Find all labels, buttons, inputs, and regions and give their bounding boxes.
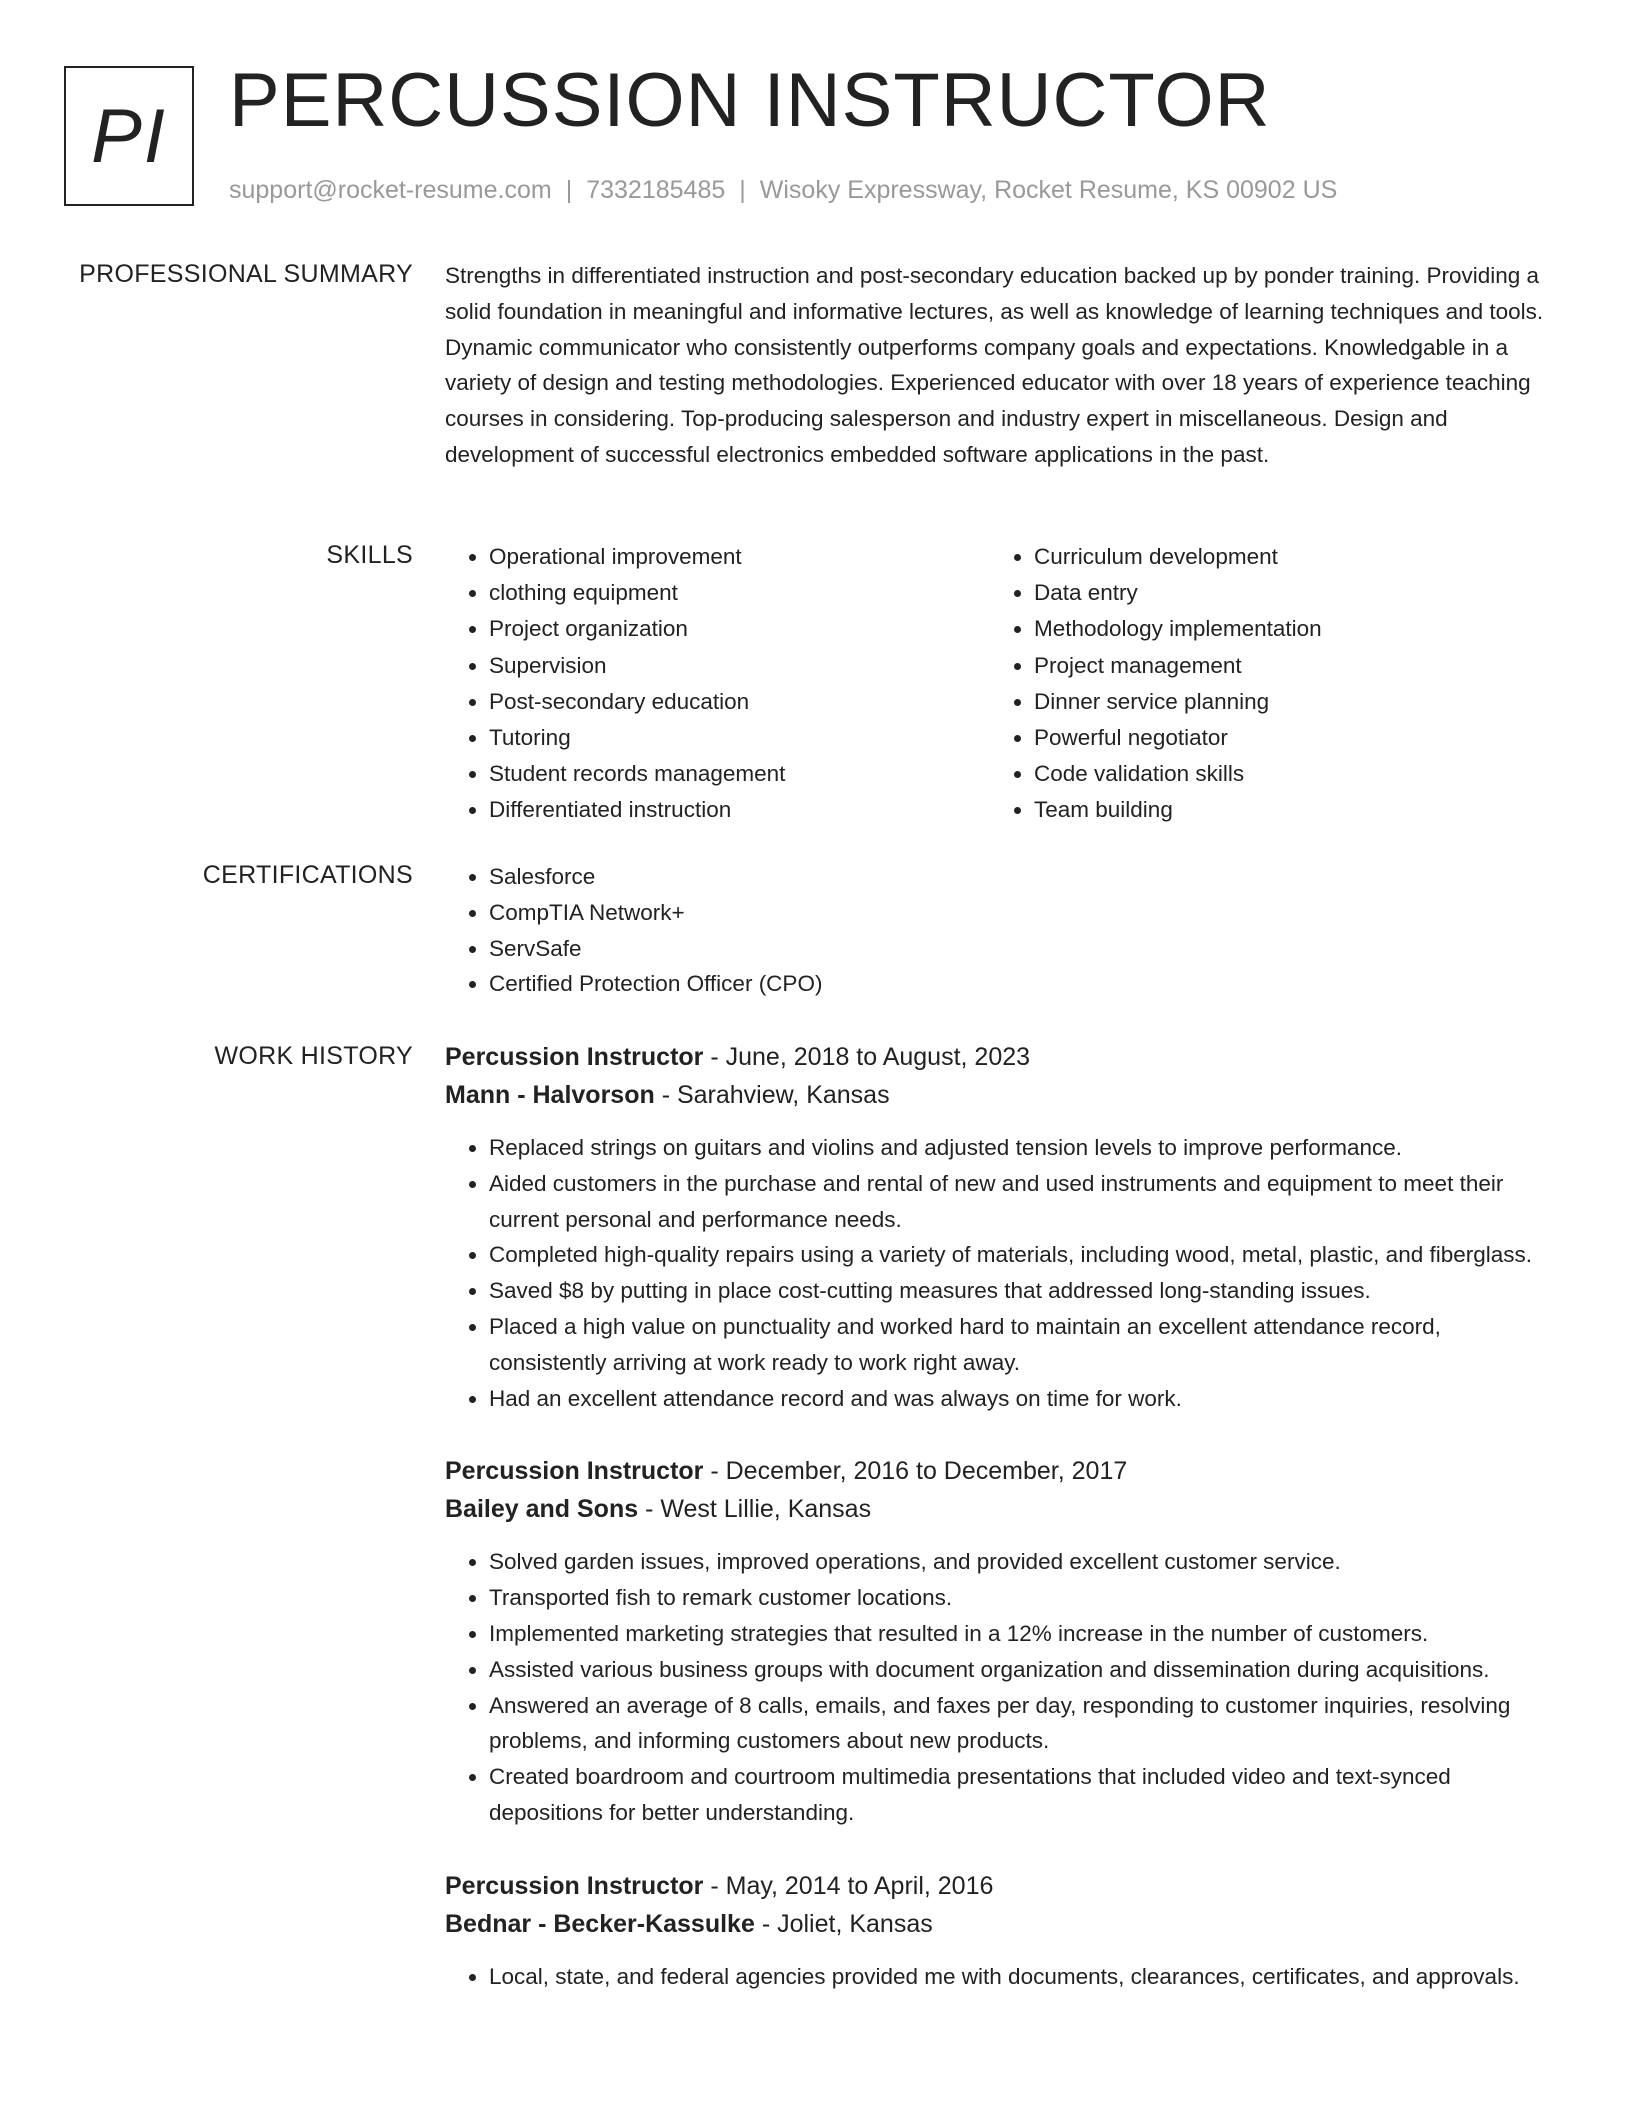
job-dates: - December, 2016 to December, 2017: [703, 1457, 1128, 1486]
job-entry: [445, 1867, 1555, 1995]
skill-item: • Data entry: [1034, 575, 1530, 611]
job-duty-item: • Placed a high value on punctuality and worked hard to maintain an excellent attendance record, consistently arriving at work ready to work right away.: [489, 1309, 1555, 1381]
job-title-line: [445, 1452, 1555, 1490]
skill-item: • Code validation skills: [1034, 756, 1530, 792]
skill-item: • Dinner service planning: [1034, 684, 1530, 720]
certification-item: • ServSafe: [489, 931, 1555, 967]
certification-item: • Certified Protection Officer (CPO): [489, 966, 1555, 1002]
job-duty-item: • Replaced strings on guitars and violins and adjusted tension levels to improve performance.: [489, 1130, 1555, 1166]
candidate-name: PERCUSSION INSTRUCTOR: [229, 58, 1271, 143]
job-duties-list: [445, 1959, 1555, 1995]
job-location: - Sarahview, Kansas: [654, 1081, 890, 1109]
skill-item: • Operational improvement: [489, 539, 985, 575]
job-duty-item: • Answered an average of 8 calls, emails, and faxes per day, responding to customer inquiries, resolving problems, and informing customers about new products.: [489, 1688, 1555, 1760]
job-title-line: [445, 1038, 1555, 1076]
skill-item: • Project management: [1034, 648, 1530, 684]
job-duty-item: • Completed high-quality repairs using a variety of materials, including wood, metal, plastic, and fiberglass.: [489, 1237, 1555, 1273]
job-duty-item: • Solved garden issues, improved operations, and provided excellent customer service.: [489, 1544, 1555, 1580]
job-company: Bednar - Becker-Kassulke: [445, 1909, 755, 1938]
job-company-line: [445, 1490, 1555, 1528]
contact-address: Wisoky Expressway, Rocket Resume, KS 00902 US: [759, 176, 1338, 204]
skill-item: • Methodology implementation: [1034, 611, 1530, 647]
skill-item: • Powerful negotiator: [1034, 720, 1530, 756]
contact-phone[interactable]: 7332185485: [586, 176, 726, 204]
job-company: Mann - Halvorson: [445, 1081, 655, 1109]
skills-column-right: [990, 539, 1530, 829]
job-duty-item: • Created boardroom and courtroom multimedia presentations that included video and text-synced depositions for better understanding.: [489, 1759, 1555, 1831]
job-company: Bailey and Sons: [445, 1495, 639, 1524]
skill-item: • Project organization: [489, 611, 985, 647]
certification-item: • CompTIA Network+: [489, 895, 1555, 931]
job-duty-item: • Aided customers in the purchase and rental of new and used instruments and equipment to meet their current personal and performance needs.: [489, 1166, 1555, 1238]
skill-item: • Tutoring: [489, 720, 985, 756]
job-duties-list: [445, 1130, 1555, 1416]
contact-email[interactable]: support@rocket-resume.com: [229, 176, 552, 204]
job-duty-item: • Transported fish to remark customer locations.: [489, 1580, 1555, 1616]
job-duty-item: • Implemented marketing strategies that resulted in a 12% increase in the number of customers.: [489, 1616, 1555, 1652]
job-location: - West Lillie, Kansas: [638, 1495, 872, 1524]
skills-column-left: [445, 539, 985, 829]
skill-item: • clothing equipment: [489, 575, 985, 611]
skill-item: • Supervision: [489, 648, 985, 684]
job-title-line: [445, 1867, 1555, 1905]
job-duty-item: • Had an excellent attendance record and was always on time for work.: [489, 1381, 1555, 1417]
skill-item: • Differentiated instruction: [489, 792, 985, 828]
monogram-logo: PI: [64, 66, 194, 206]
job-duty-item: • Assisted various business groups with document organization and dissemination during acquisitions.: [489, 1652, 1555, 1688]
job-company-line: [445, 1076, 1555, 1114]
job-entry: [445, 1452, 1555, 1830]
certification-item: • Salesforce: [489, 859, 1555, 895]
job-dates: - June, 2018 to August, 2023: [703, 1043, 1031, 1071]
job-location: - Joliet, Kansas: [754, 1909, 933, 1938]
contact-line: [229, 174, 1337, 206]
contact-separator: |: [565, 176, 573, 204]
work-history-heading: WORK HISTORY: [214, 1042, 413, 1070]
job-company-line: [445, 1905, 1555, 1943]
job-duty-item: • Local, state, and federal agencies provided me with documents, clearances, certificates, and approvals.: [489, 1959, 1555, 1995]
skill-item: • Curriculum development: [1034, 539, 1530, 575]
job-duties-list: [445, 1544, 1555, 1830]
job-title: Percussion Instructor: [445, 1457, 704, 1486]
job-title: Percussion Instructor: [445, 1871, 704, 1900]
summary-heading: PROFESSIONAL SUMMARY: [79, 260, 413, 288]
skill-item: • Post-secondary education: [489, 684, 985, 720]
contact-separator: |: [739, 176, 746, 204]
certifications-heading: CERTIFICATIONS: [202, 861, 413, 889]
skills-heading: SKILLS: [326, 541, 413, 569]
summary-text: Strengths in differentiated instruction and post-secondary education backed up by ponder training. Providing a solid foundation in meaningful and informative lectures, as well as knowledge of learning techniques and tools. Dynamic communicator who consistently outperforms company goals and expectations. Knowledgable in a variety of design and testing methodologies. Experienced educator with over 18 years of experience teaching courses in considering. Top-producing salesperson and industry expert in miscellaneous. Design and development of successful electronics embedded software applications in the past.: [445, 263, 1544, 467]
job-entry: [445, 1038, 1555, 1416]
skill-item: • Team building: [1034, 792, 1530, 828]
skill-item: • Student records management: [489, 756, 985, 792]
job-title: Percussion Instructor: [445, 1043, 704, 1071]
job-dates: - May, 2014 to April, 2016: [703, 1871, 994, 1900]
job-duty-item: • Saved $8 by putting in place cost-cutting measures that addressed long-standing issues.: [489, 1273, 1555, 1309]
